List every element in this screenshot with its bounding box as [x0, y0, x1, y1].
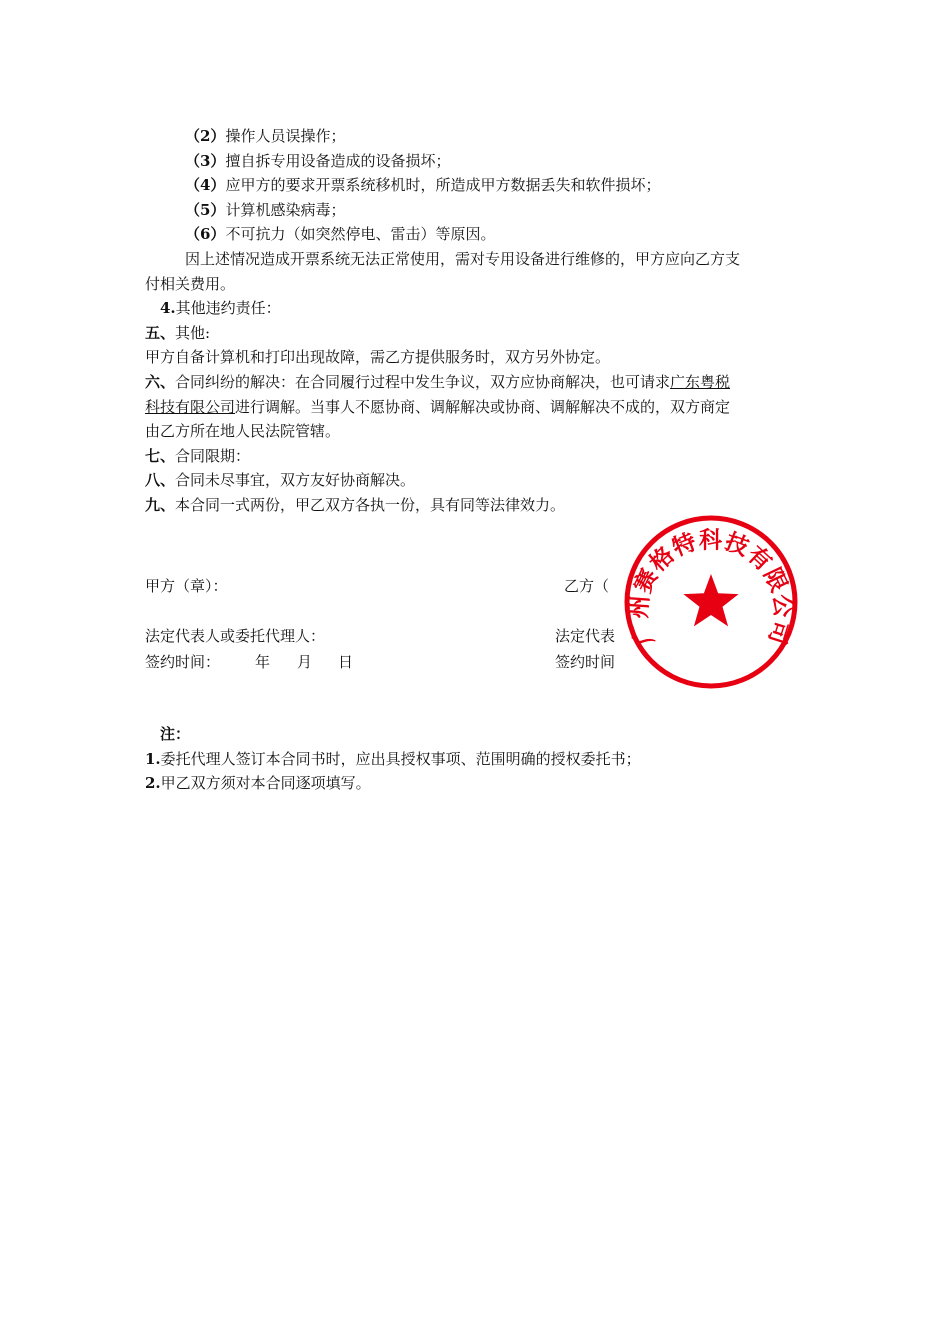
clause-line: （2）操作人员误操作；	[185, 127, 346, 145]
date-year: 年	[255, 653, 271, 671]
clause-line: 4.其他违约责任：	[160, 299, 281, 318]
note-item: 2.甲乙双方须对本合同逐项填写。	[145, 774, 371, 793]
company-seal	[616, 512, 806, 692]
party-a-seal-label: 甲方（章）：	[145, 577, 228, 595]
party-a-date-label: 签约时间：	[145, 653, 221, 671]
clause-line: （4）应甲方的要求开票系统移机时，所造成甲方数据丢失和软件损坏；	[185, 176, 661, 195]
section-heading: 七、合同限期：	[145, 446, 251, 465]
company-link: 科技有限公司	[145, 397, 236, 416]
company-link: 广东粤税	[670, 372, 731, 391]
party-b-seal-label: 乙方（	[564, 577, 610, 595]
section-heading: 五、其他:	[145, 323, 211, 342]
section-heading: 八、合同未尽事宜，双方友好协商解决。	[145, 471, 416, 490]
section-heading: 九、本合同一式两份，甲乙双方各执一份，具有同等法律效力。	[145, 495, 566, 514]
clause-line: 付相关费用。	[145, 274, 236, 293]
contract-body	[145, 124, 810, 518]
note-item: 1.委托代理人签订本合同书时，应出具授权事项、范围明确的授权委托书；	[145, 749, 641, 768]
clause-line: （3）擅自拆专用设备造成的设备损坏；	[185, 151, 451, 170]
party-b-date-label: 签约时间	[555, 653, 616, 671]
clause-line: （5）计算机感染病毒；	[185, 200, 346, 219]
section-heading: 六、合同纠纷的解决：在合同履行过程中发生争议，双方应协商解决，也可请求广东粤税	[145, 372, 731, 391]
notes-title: 注：	[160, 725, 191, 743]
seal-text: 广州赛格特科技有限公司	[625, 526, 797, 649]
date-month: 月	[297, 653, 313, 671]
party-a-rep-label: 法定代表人或委托代理人：	[145, 627, 326, 645]
party-b-rep-label: 法定代表	[555, 627, 616, 645]
clause-line: 由乙方所在地人民法院管辖。	[145, 422, 341, 441]
clause-line: 科技有限公司进行调解。当事人不愿协商、调解解决或协商、调解解决不成的，双方商定	[145, 397, 731, 416]
clause-line: 甲方自备计算机和打印出现故障，需乙方提供服务时，双方另外协定。	[145, 348, 611, 367]
clause-line: （6）不可抗力（如突然停电、雷击）等原因。	[185, 225, 496, 244]
notes-section	[145, 722, 810, 796]
clause-line: 因上述情况造成开票系统无法正常使用，需对专用设备进行维修的，甲方应向乙方支	[185, 249, 741, 268]
date-day: 日	[338, 653, 354, 671]
seal-stamp-icon	[616, 512, 806, 692]
